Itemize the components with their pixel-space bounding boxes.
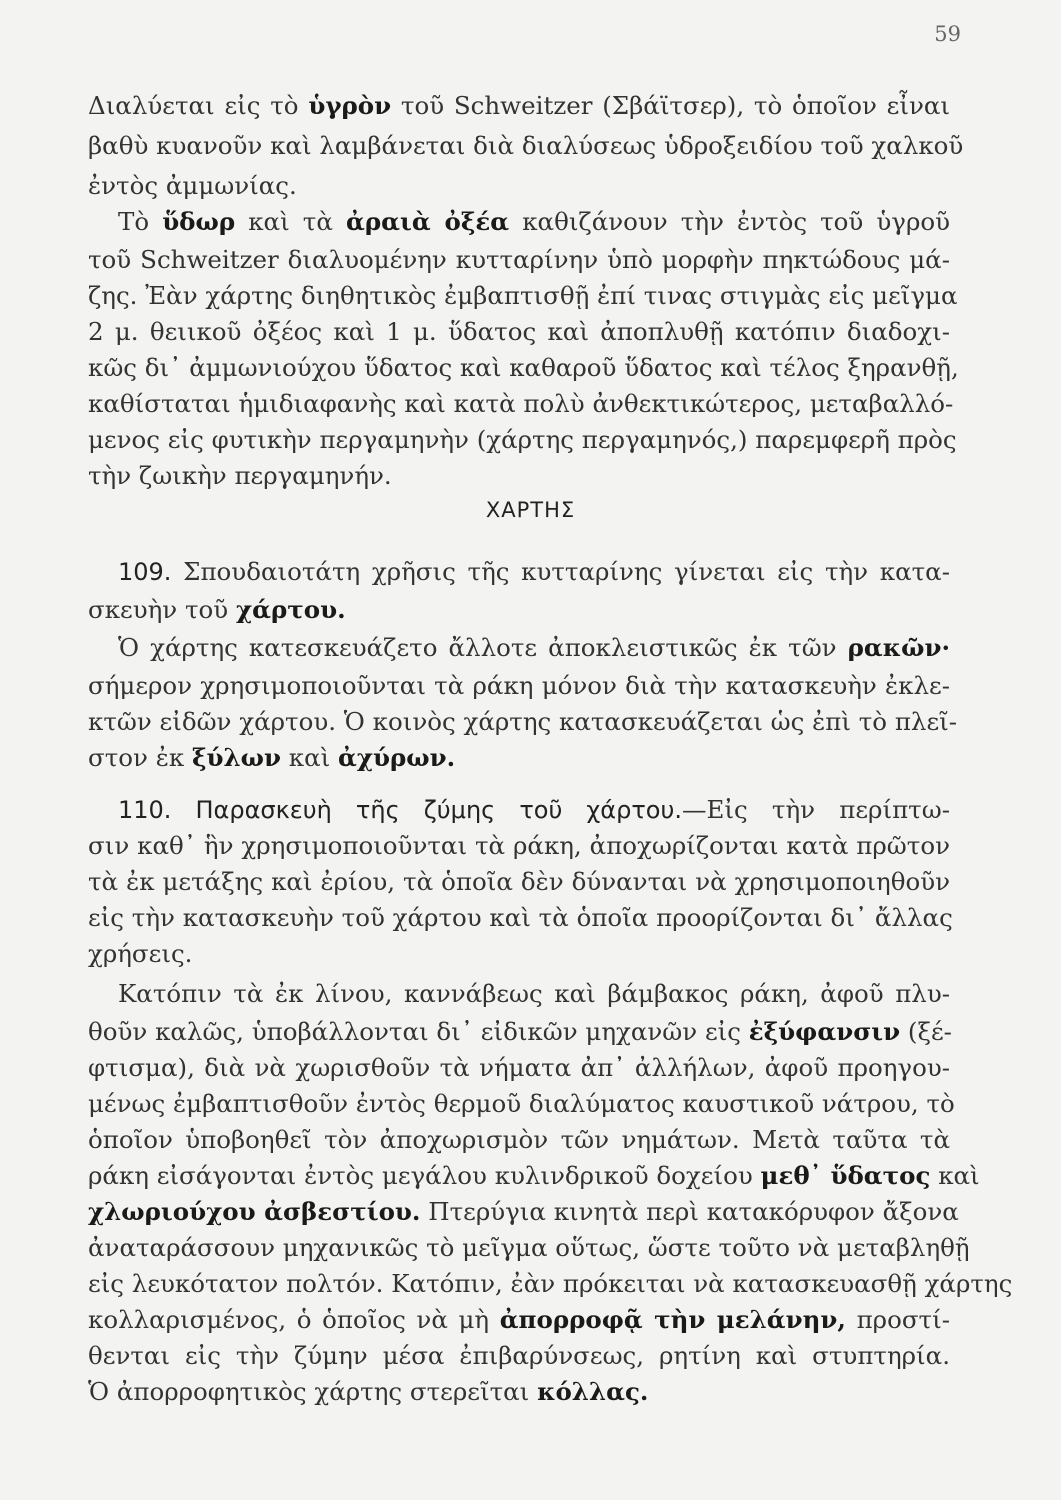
text-line: θενται εἰς τὴν ζύμην μέσα ἐπιβαρύνσεως, ρητίνη καὶ στυπτηρία. <box>88 1341 950 1370</box>
text-line <box>88 1016 950 1048</box>
text: (ξέ- <box>900 1017 952 1046</box>
bold-term: κόλλας. <box>537 1377 649 1406</box>
bold-term: χάρτου. <box>235 595 346 624</box>
bold-term: ξύλων <box>191 743 281 772</box>
text-line: φτισμα), διὰ νὰ χωρισθοῦν τὰ νήματα ἀπ᾿ ἀλλήλων, ἀφοῦ προηγου- <box>88 1053 950 1082</box>
text-line: μένως ἐμβαπτισθοῦν ἐντὸς θερμοῦ διαλύματος καυστικοῦ νάτρου, τὸ <box>88 1089 955 1118</box>
bold-term: ἀχύρων. <box>338 743 456 772</box>
text: προστί- <box>845 1305 950 1334</box>
text-line: μενος εἰς φυτικὴν περγαμηνὴν (χάρτης περγαμηνός,) παρεμφερῆ πρὸς <box>88 425 957 454</box>
page-number: 59 <box>934 22 961 46</box>
text: στον ἐκ <box>88 743 192 772</box>
text: Σπουδαιοτάτη χρῆσις τῆς κυτταρίνης γίνεται εἰς τὴν κατα- <box>171 557 950 586</box>
text-line <box>118 632 950 664</box>
text-line: βαθὺ κυανοῦν καὶ λαμβάνεται διὰ διαλύσεως ὑδροξειδίου τοῦ χαλκοῦ <box>88 131 964 160</box>
text-line <box>88 1196 959 1228</box>
section-number: 109. <box>118 558 172 586</box>
text-line <box>118 206 950 238</box>
text: καὶ <box>281 743 339 772</box>
bold-term: ἀραιὰ ὀξέα <box>345 207 510 236</box>
bold-term: χλωριούχου ἀσβεστίου. <box>88 1197 421 1226</box>
text-line: κῶς δι᾿ ἀμμωνιούχου ὕδατος καὶ καθαροῦ ὕδατος καὶ τέλος ξηρανθῇ, <box>88 353 959 382</box>
text-line: κτῶν εἰδῶν χάρτου. Ὁ κοινὸς χάρτης κατασκευάζεται ὡς ἐπὶ τὸ πλεῖ- <box>88 707 958 736</box>
text-line: χρήσεις. <box>88 939 193 968</box>
bold-term: μεθ᾿ ὕδατος <box>760 1161 931 1190</box>
bold-term: ἐξύφανσιν <box>748 1017 901 1046</box>
text: καὶ <box>930 1161 980 1190</box>
text-line <box>118 556 950 588</box>
text: θοῦν καλῶς, ὑποβάλλονται δι᾿ εἰδικῶν μηχανῶν εἰς <box>88 1017 749 1046</box>
bold-term: ἀπορροφᾷ τὴν μελάνην, <box>499 1305 846 1334</box>
text: καθιζάνουν τὴν ἐντὸς τοῦ ὑγροῦ <box>509 207 950 236</box>
bold-term: ὑγρὸν <box>308 91 392 120</box>
text-line: ἀναταράσσουν μηχανικῶς τὸ μεῖγμα οὕτως, ὥστε τοῦτο νὰ μεταβληθῇ <box>88 1233 970 1262</box>
text-line <box>88 1160 980 1192</box>
text: κολλαρισμένος, ὁ ὁποῖος νὰ μὴ <box>88 1305 500 1334</box>
text-line: σήμερον χρησιμοποιοῦνται τὰ ράκη μόνον διὰ τὴν κατασκευὴν ἐκλε- <box>88 671 950 700</box>
text: καὶ τὰ <box>235 207 346 236</box>
text-line: εἰς λευκότατον πολτόν. Κατόπιν, ἐὰν πρόκειται νὰ κατασκευασθῇ χάρτης <box>88 1269 1013 1298</box>
text-line <box>118 794 950 826</box>
text: Διαλύεται εἰς τὸ <box>88 91 309 120</box>
text-line <box>88 594 950 626</box>
text: ράκη εἰσάγονται ἐντὸς μεγάλου κυλινδρικοῦ δοχείου <box>88 1161 761 1190</box>
text-line: τὰ ἐκ μετάξης καὶ ἐρίου, τὰ ὁποῖα δὲν δύνανται νὰ χρησιμοποιηθοῦν <box>88 867 950 896</box>
text-line: ἐντὸς ἀμμωνίας. <box>88 171 297 200</box>
bold-term: ὕδωρ <box>162 207 236 236</box>
text: σκευὴν τοῦ <box>88 595 236 624</box>
text-line: Κατόπιν τὰ ἐκ λίνου, καννάβεως καὶ βάμβακος ράκη, ἀφοῦ πλυ- <box>118 979 950 1008</box>
text: Ὁ ἀπορροφητικὸς χάρτης στερεῖται <box>88 1377 538 1406</box>
bold-term: ρακῶν· <box>847 633 950 662</box>
text-line: ὁποῖον ὑποβοηθεῖ τὸν ἀποχωρισμὸν τῶν νημάτων. Μετὰ ταῦτα τὰ <box>88 1125 950 1154</box>
text-line <box>88 1376 950 1408</box>
text-line: καθίσταται ἡμιδιαφανὴς καὶ κατὰ πολὺ ἀνθεκτικώτερος, μεταβαλλό- <box>88 389 954 418</box>
text: τοῦ Schweitzer (Σβάϊτσερ), τὸ ὁποῖον εἶναι <box>391 91 950 120</box>
text-line <box>88 90 950 122</box>
text-line: τοῦ Schweitzer διαλυομένην κυτταρίνην ὑπὸ μορφὴν πηκτώδους μά- <box>88 245 950 274</box>
text: Πτερύγια κινητὰ περὶ κατακόρυφον ἄξονα <box>420 1197 959 1226</box>
section-heading-110: 110. Παρασκευὴ τῆς ζύμης τοῦ χάρτου. <box>118 796 682 824</box>
text-line <box>88 742 950 774</box>
text-line: τὴν ζωικὴν περγαμηνήν. <box>88 461 392 490</box>
text-line <box>88 1304 950 1336</box>
text: —Εἰς τὴν περίπτω- <box>681 795 950 824</box>
section-heading: ΧΑΡΤΗΣ <box>485 498 576 522</box>
text-line: ζης. Ἐὰν χάρτης διηθητικὸς ἐμβαπτισθῇ ἐπί τινας στιγμὰς εἰς μεῖγμα <box>88 281 958 310</box>
text: Τὸ <box>118 207 163 236</box>
text-line: εἰς τὴν κατασκευὴν τοῦ χάρτου καὶ τὰ ὁποῖα προορίζονται δι᾿ ἄλλας <box>88 903 953 932</box>
text-line: σιν καθ᾿ ἣν χρησιμοποιοῦνται τὰ ράκη, ἀποχωρίζονται κατὰ πρῶτον <box>88 831 950 860</box>
text: Ὁ χάρτης κατεσκευάζετο ἄλλοτε ἀποκλειστικῶς ἐκ τῶν <box>118 633 848 662</box>
text-line: 2 μ. θειικοῦ ὀξέος καὶ 1 μ. ὕδατος καὶ ἀποπλυθῇ κατόπιν διαδοχι- <box>88 317 950 346</box>
